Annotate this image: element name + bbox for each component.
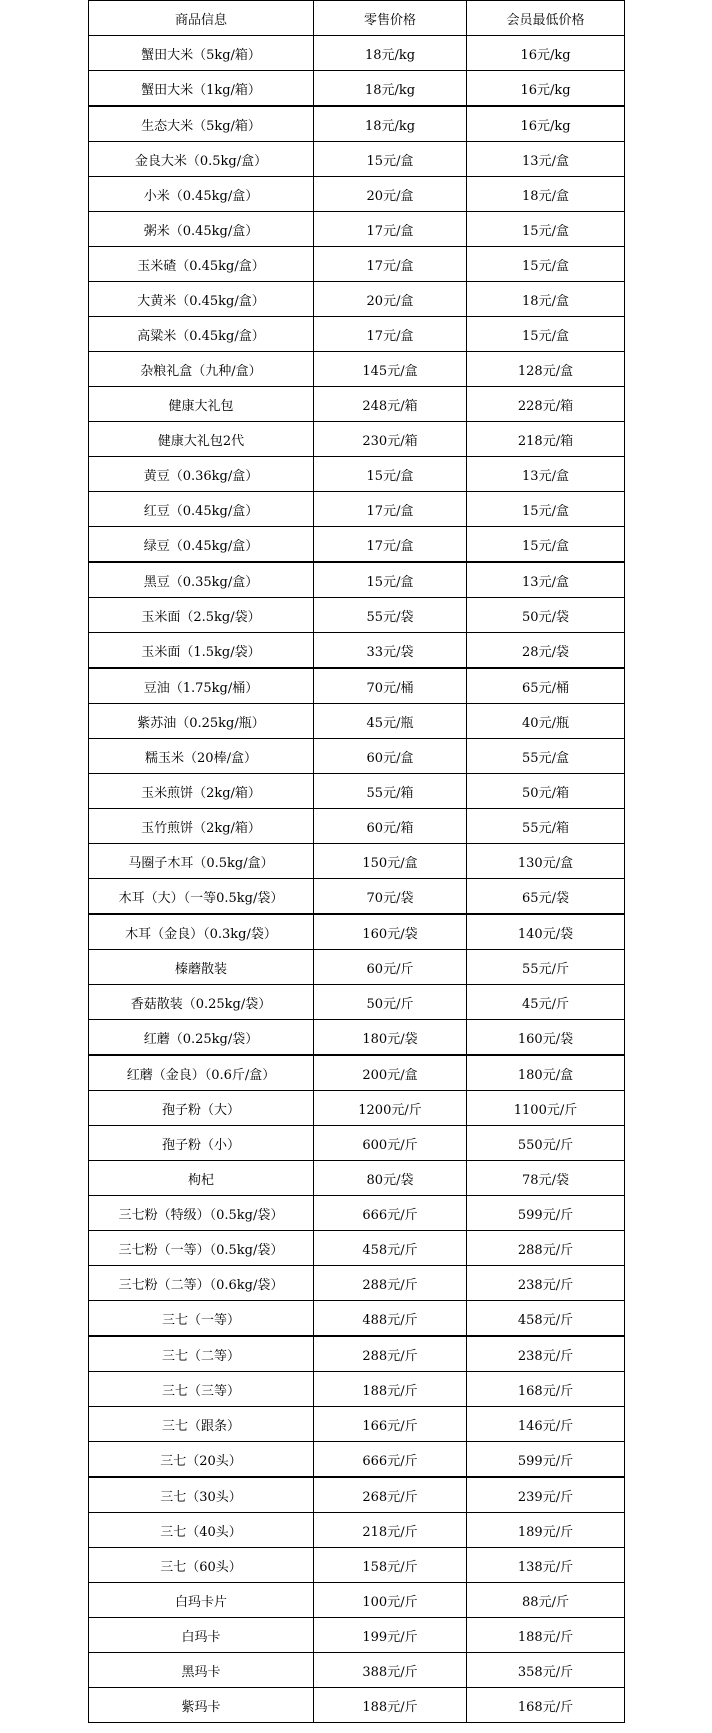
table-row — [89, 457, 625, 492]
table-row — [89, 36, 625, 71]
cell-member-price: 146元/斤 — [467, 1407, 625, 1442]
table-row — [89, 1055, 625, 1091]
table-row — [89, 177, 625, 212]
cell-product-info: 三七（20头） — [89, 1442, 314, 1478]
cell-product-info: 红豆（0.45kg/盒） — [89, 492, 314, 527]
table-row — [89, 1688, 625, 1723]
cell-member-price: 15元/盒 — [467, 492, 625, 527]
table-row — [89, 774, 625, 809]
cell-product-info: 孢子粉（小） — [89, 1126, 314, 1161]
table-row — [89, 950, 625, 985]
cell-product-info: 白玛卡片 — [89, 1583, 314, 1618]
header-row — [89, 1, 625, 36]
table-row — [89, 1407, 625, 1442]
cell-member-price: 1100元/斤 — [467, 1091, 625, 1126]
cell-retail-price: 188元/斤 — [314, 1688, 467, 1723]
table-row — [89, 985, 625, 1020]
cell-member-price: 16元/kg — [467, 71, 625, 107]
cell-member-price: 78元/袋 — [467, 1161, 625, 1196]
cell-retail-price: 230元/箱 — [314, 422, 467, 457]
table-row — [89, 1583, 625, 1618]
table-row — [89, 352, 625, 387]
cell-product-info: 高粱米（0.45kg/盒） — [89, 317, 314, 352]
cell-member-price: 40元/瓶 — [467, 704, 625, 739]
table-row — [89, 1126, 625, 1161]
cell-product-info: 三七（二等） — [89, 1336, 314, 1372]
cell-member-price: 218元/箱 — [467, 422, 625, 457]
table-row — [89, 739, 625, 774]
cell-product-info: 杂粮礼盒（九种/盒） — [89, 352, 314, 387]
cell-member-price: 15元/盒 — [467, 317, 625, 352]
table-header — [89, 1, 625, 36]
table-row — [89, 1653, 625, 1688]
table-row — [89, 1548, 625, 1583]
cell-member-price: 189元/斤 — [467, 1513, 625, 1548]
table-row — [89, 809, 625, 844]
cell-retail-price: 20元/盒 — [314, 177, 467, 212]
cell-member-price: 13元/盒 — [467, 562, 625, 598]
cell-product-info: 粥米（0.45kg/盒） — [89, 212, 314, 247]
cell-retail-price: 18元/kg — [314, 36, 467, 71]
cell-product-info: 玉米面（1.5kg/袋） — [89, 633, 314, 669]
cell-product-info: 三七（30头） — [89, 1477, 314, 1513]
cell-product-info: 三七（60头） — [89, 1548, 314, 1583]
cell-retail-price: 388元/斤 — [314, 1653, 467, 1688]
cell-product-info: 紫苏油（0.25kg/瓶） — [89, 704, 314, 739]
cell-member-price: 140元/袋 — [467, 914, 625, 950]
cell-retail-price: 288元/斤 — [314, 1336, 467, 1372]
cell-member-price: 16元/kg — [467, 106, 625, 142]
cell-product-info: 蟹田大米（1kg/箱） — [89, 71, 314, 107]
cell-retail-price: 15元/盒 — [314, 457, 467, 492]
cell-retail-price: 160元/袋 — [314, 914, 467, 950]
table-body — [89, 36, 625, 1723]
table-row — [89, 387, 625, 422]
cell-member-price: 18元/盒 — [467, 177, 625, 212]
cell-retail-price: 188元/斤 — [314, 1372, 467, 1407]
cell-retail-price: 666元/斤 — [314, 1442, 467, 1478]
cell-product-info: 红蘑（金良）（0.6斤/盒） — [89, 1055, 314, 1091]
cell-product-info: 紫玛卡 — [89, 1688, 314, 1723]
cell-retail-price: 180元/袋 — [314, 1020, 467, 1056]
cell-member-price: 160元/袋 — [467, 1020, 625, 1056]
cell-member-price: 15元/盒 — [467, 527, 625, 563]
cell-product-info: 三七（跟条） — [89, 1407, 314, 1442]
table-row — [89, 492, 625, 527]
cell-member-price: 180元/盒 — [467, 1055, 625, 1091]
cell-member-price: 168元/斤 — [467, 1688, 625, 1723]
cell-product-info: 木耳（金良）（0.3kg/袋） — [89, 914, 314, 950]
cell-retail-price: 458元/斤 — [314, 1231, 467, 1266]
cell-product-info: 黑豆（0.35kg/盒） — [89, 562, 314, 598]
cell-retail-price: 70元/袋 — [314, 879, 467, 915]
cell-member-price: 599元/斤 — [467, 1442, 625, 1478]
table-row — [89, 1266, 625, 1301]
cell-product-info: 金良大米（0.5kg/盒） — [89, 142, 314, 177]
cell-product-info: 三七粉（特级）（0.5kg/袋） — [89, 1196, 314, 1231]
cell-retail-price: 17元/盒 — [314, 247, 467, 282]
table-row — [89, 247, 625, 282]
cell-retail-price: 15元/盒 — [314, 562, 467, 598]
table-row — [89, 668, 625, 704]
table-row — [89, 704, 625, 739]
cell-product-info: 健康大礼包 — [89, 387, 314, 422]
cell-product-info: 马圈子木耳（0.5kg/盒） — [89, 844, 314, 879]
table-row — [89, 1336, 625, 1372]
table-row — [89, 1442, 625, 1478]
cell-product-info: 木耳（大）（一等0.5kg/袋） — [89, 879, 314, 915]
cell-member-price: 55元/箱 — [467, 809, 625, 844]
cell-product-info: 枸杞 — [89, 1161, 314, 1196]
cell-retail-price: 666元/斤 — [314, 1196, 467, 1231]
table-row — [89, 914, 625, 950]
cell-retail-price: 60元/箱 — [314, 809, 467, 844]
cell-member-price: 65元/桶 — [467, 668, 625, 704]
cell-retail-price: 80元/袋 — [314, 1161, 467, 1196]
cell-product-info: 孢子粉（大） — [89, 1091, 314, 1126]
cell-member-price: 65元/袋 — [467, 879, 625, 915]
table-row — [89, 71, 625, 107]
cell-member-price: 50元/袋 — [467, 598, 625, 633]
table-row — [89, 317, 625, 352]
cell-retail-price: 50元/斤 — [314, 985, 467, 1020]
cell-member-price: 16元/kg — [467, 36, 625, 71]
table-row — [89, 527, 625, 563]
cell-member-price: 238元/斤 — [467, 1336, 625, 1372]
cell-product-info: 糯玉米（20棒/盒） — [89, 739, 314, 774]
cell-member-price: 128元/盒 — [467, 352, 625, 387]
cell-retail-price: 17元/盒 — [314, 212, 467, 247]
cell-retail-price: 20元/盒 — [314, 282, 467, 317]
cell-retail-price: 15元/盒 — [314, 142, 467, 177]
cell-member-price: 138元/斤 — [467, 1548, 625, 1583]
cell-retail-price: 1200元/斤 — [314, 1091, 467, 1126]
cell-retail-price: 17元/盒 — [314, 492, 467, 527]
cell-product-info: 玉米煎饼（2kg/箱） — [89, 774, 314, 809]
table-row — [89, 1372, 625, 1407]
cell-retail-price: 18元/kg — [314, 106, 467, 142]
header-member-price: 会员最低价格 — [467, 1, 625, 36]
cell-product-info: 玉米面（2.5kg/袋） — [89, 598, 314, 633]
cell-product-info: 三七（三等） — [89, 1372, 314, 1407]
table-row — [89, 1301, 625, 1337]
table-row — [89, 1477, 625, 1513]
cell-product-info: 小米（0.45kg/盒） — [89, 177, 314, 212]
cell-retail-price: 488元/斤 — [314, 1301, 467, 1337]
cell-retail-price: 60元/斤 — [314, 950, 467, 985]
cell-retail-price: 218元/斤 — [314, 1513, 467, 1548]
cell-product-info: 三七粉（二等）（0.6kg/袋） — [89, 1266, 314, 1301]
table-row — [89, 844, 625, 879]
cell-member-price: 239元/斤 — [467, 1477, 625, 1513]
cell-retail-price: 17元/盒 — [314, 317, 467, 352]
cell-member-price: 18元/盒 — [467, 282, 625, 317]
cell-retail-price: 150元/盒 — [314, 844, 467, 879]
cell-member-price: 55元/斤 — [467, 950, 625, 985]
header-retail-price: 零售价格 — [314, 1, 467, 36]
cell-retail-price: 70元/桶 — [314, 668, 467, 704]
cell-member-price: 15元/盒 — [467, 247, 625, 282]
table-row — [89, 1618, 625, 1653]
cell-member-price: 45元/斤 — [467, 985, 625, 1020]
cell-member-price: 28元/袋 — [467, 633, 625, 669]
cell-product-info: 三七（一等） — [89, 1301, 314, 1337]
header-product-info: 商品信息 — [89, 1, 314, 36]
cell-member-price: 13元/盒 — [467, 142, 625, 177]
table-row — [89, 598, 625, 633]
cell-product-info: 健康大礼包2代 — [89, 422, 314, 457]
table-row — [89, 1091, 625, 1126]
cell-retail-price: 55元/袋 — [314, 598, 467, 633]
cell-retail-price: 33元/袋 — [314, 633, 467, 669]
cell-product-info: 生态大米（5kg/箱） — [89, 106, 314, 142]
table-row — [89, 142, 625, 177]
cell-product-info: 蟹田大米（5kg/箱） — [89, 36, 314, 71]
cell-retail-price: 248元/箱 — [314, 387, 467, 422]
cell-retail-price: 45元/瓶 — [314, 704, 467, 739]
table-row — [89, 1513, 625, 1548]
price-table — [88, 0, 625, 1723]
cell-product-info: 三七（40头） — [89, 1513, 314, 1548]
cell-product-info: 白玛卡 — [89, 1618, 314, 1653]
cell-retail-price: 600元/斤 — [314, 1126, 467, 1161]
cell-member-price: 288元/斤 — [467, 1231, 625, 1266]
cell-member-price: 13元/盒 — [467, 457, 625, 492]
cell-product-info: 榛蘑散装 — [89, 950, 314, 985]
table-row — [89, 562, 625, 598]
cell-product-info: 红蘑（0.25kg/袋） — [89, 1020, 314, 1056]
table-row — [89, 1196, 625, 1231]
table-row — [89, 106, 625, 142]
cell-member-price: 358元/斤 — [467, 1653, 625, 1688]
table-row — [89, 422, 625, 457]
cell-member-price: 599元/斤 — [467, 1196, 625, 1231]
cell-retail-price: 200元/盒 — [314, 1055, 467, 1091]
cell-member-price: 50元/箱 — [467, 774, 625, 809]
cell-retail-price: 60元/盒 — [314, 739, 467, 774]
cell-member-price: 550元/斤 — [467, 1126, 625, 1161]
table-row — [89, 633, 625, 669]
cell-retail-price: 166元/斤 — [314, 1407, 467, 1442]
cell-retail-price: 288元/斤 — [314, 1266, 467, 1301]
cell-product-info: 绿豆（0.45kg/盒） — [89, 527, 314, 563]
cell-product-info: 玉米碴（0.45kg/盒） — [89, 247, 314, 282]
cell-member-price: 168元/斤 — [467, 1372, 625, 1407]
cell-retail-price: 18元/kg — [314, 71, 467, 107]
cell-product-info: 黑玛卡 — [89, 1653, 314, 1688]
cell-product-info: 大黄米（0.45kg/盒） — [89, 282, 314, 317]
cell-product-info: 豆油（1.75kg/桶） — [89, 668, 314, 704]
cell-member-price: 15元/盒 — [467, 212, 625, 247]
cell-retail-price: 55元/箱 — [314, 774, 467, 809]
table-row — [89, 282, 625, 317]
table-row — [89, 1161, 625, 1196]
cell-member-price: 238元/斤 — [467, 1266, 625, 1301]
cell-retail-price: 145元/盒 — [314, 352, 467, 387]
cell-member-price: 458元/斤 — [467, 1301, 625, 1337]
table-row — [89, 1231, 625, 1266]
cell-member-price: 130元/盒 — [467, 844, 625, 879]
table-row — [89, 1020, 625, 1056]
cell-member-price: 55元/盒 — [467, 739, 625, 774]
cell-retail-price: 158元/斤 — [314, 1548, 467, 1583]
cell-product-info: 香菇散装（0.25kg/袋） — [89, 985, 314, 1020]
table-row — [89, 212, 625, 247]
cell-member-price: 88元/斤 — [467, 1583, 625, 1618]
cell-retail-price: 268元/斤 — [314, 1477, 467, 1513]
table-row — [89, 879, 625, 915]
cell-product-info: 玉竹煎饼（2kg/箱） — [89, 809, 314, 844]
cell-member-price: 188元/斤 — [467, 1618, 625, 1653]
cell-retail-price: 199元/斤 — [314, 1618, 467, 1653]
cell-product-info: 三七粉（一等）（0.5kg/袋） — [89, 1231, 314, 1266]
cell-product-info: 黄豆（0.36kg/盒） — [89, 457, 314, 492]
cell-retail-price: 17元/盒 — [314, 527, 467, 563]
cell-retail-price: 100元/斤 — [314, 1583, 467, 1618]
cell-member-price: 228元/箱 — [467, 387, 625, 422]
